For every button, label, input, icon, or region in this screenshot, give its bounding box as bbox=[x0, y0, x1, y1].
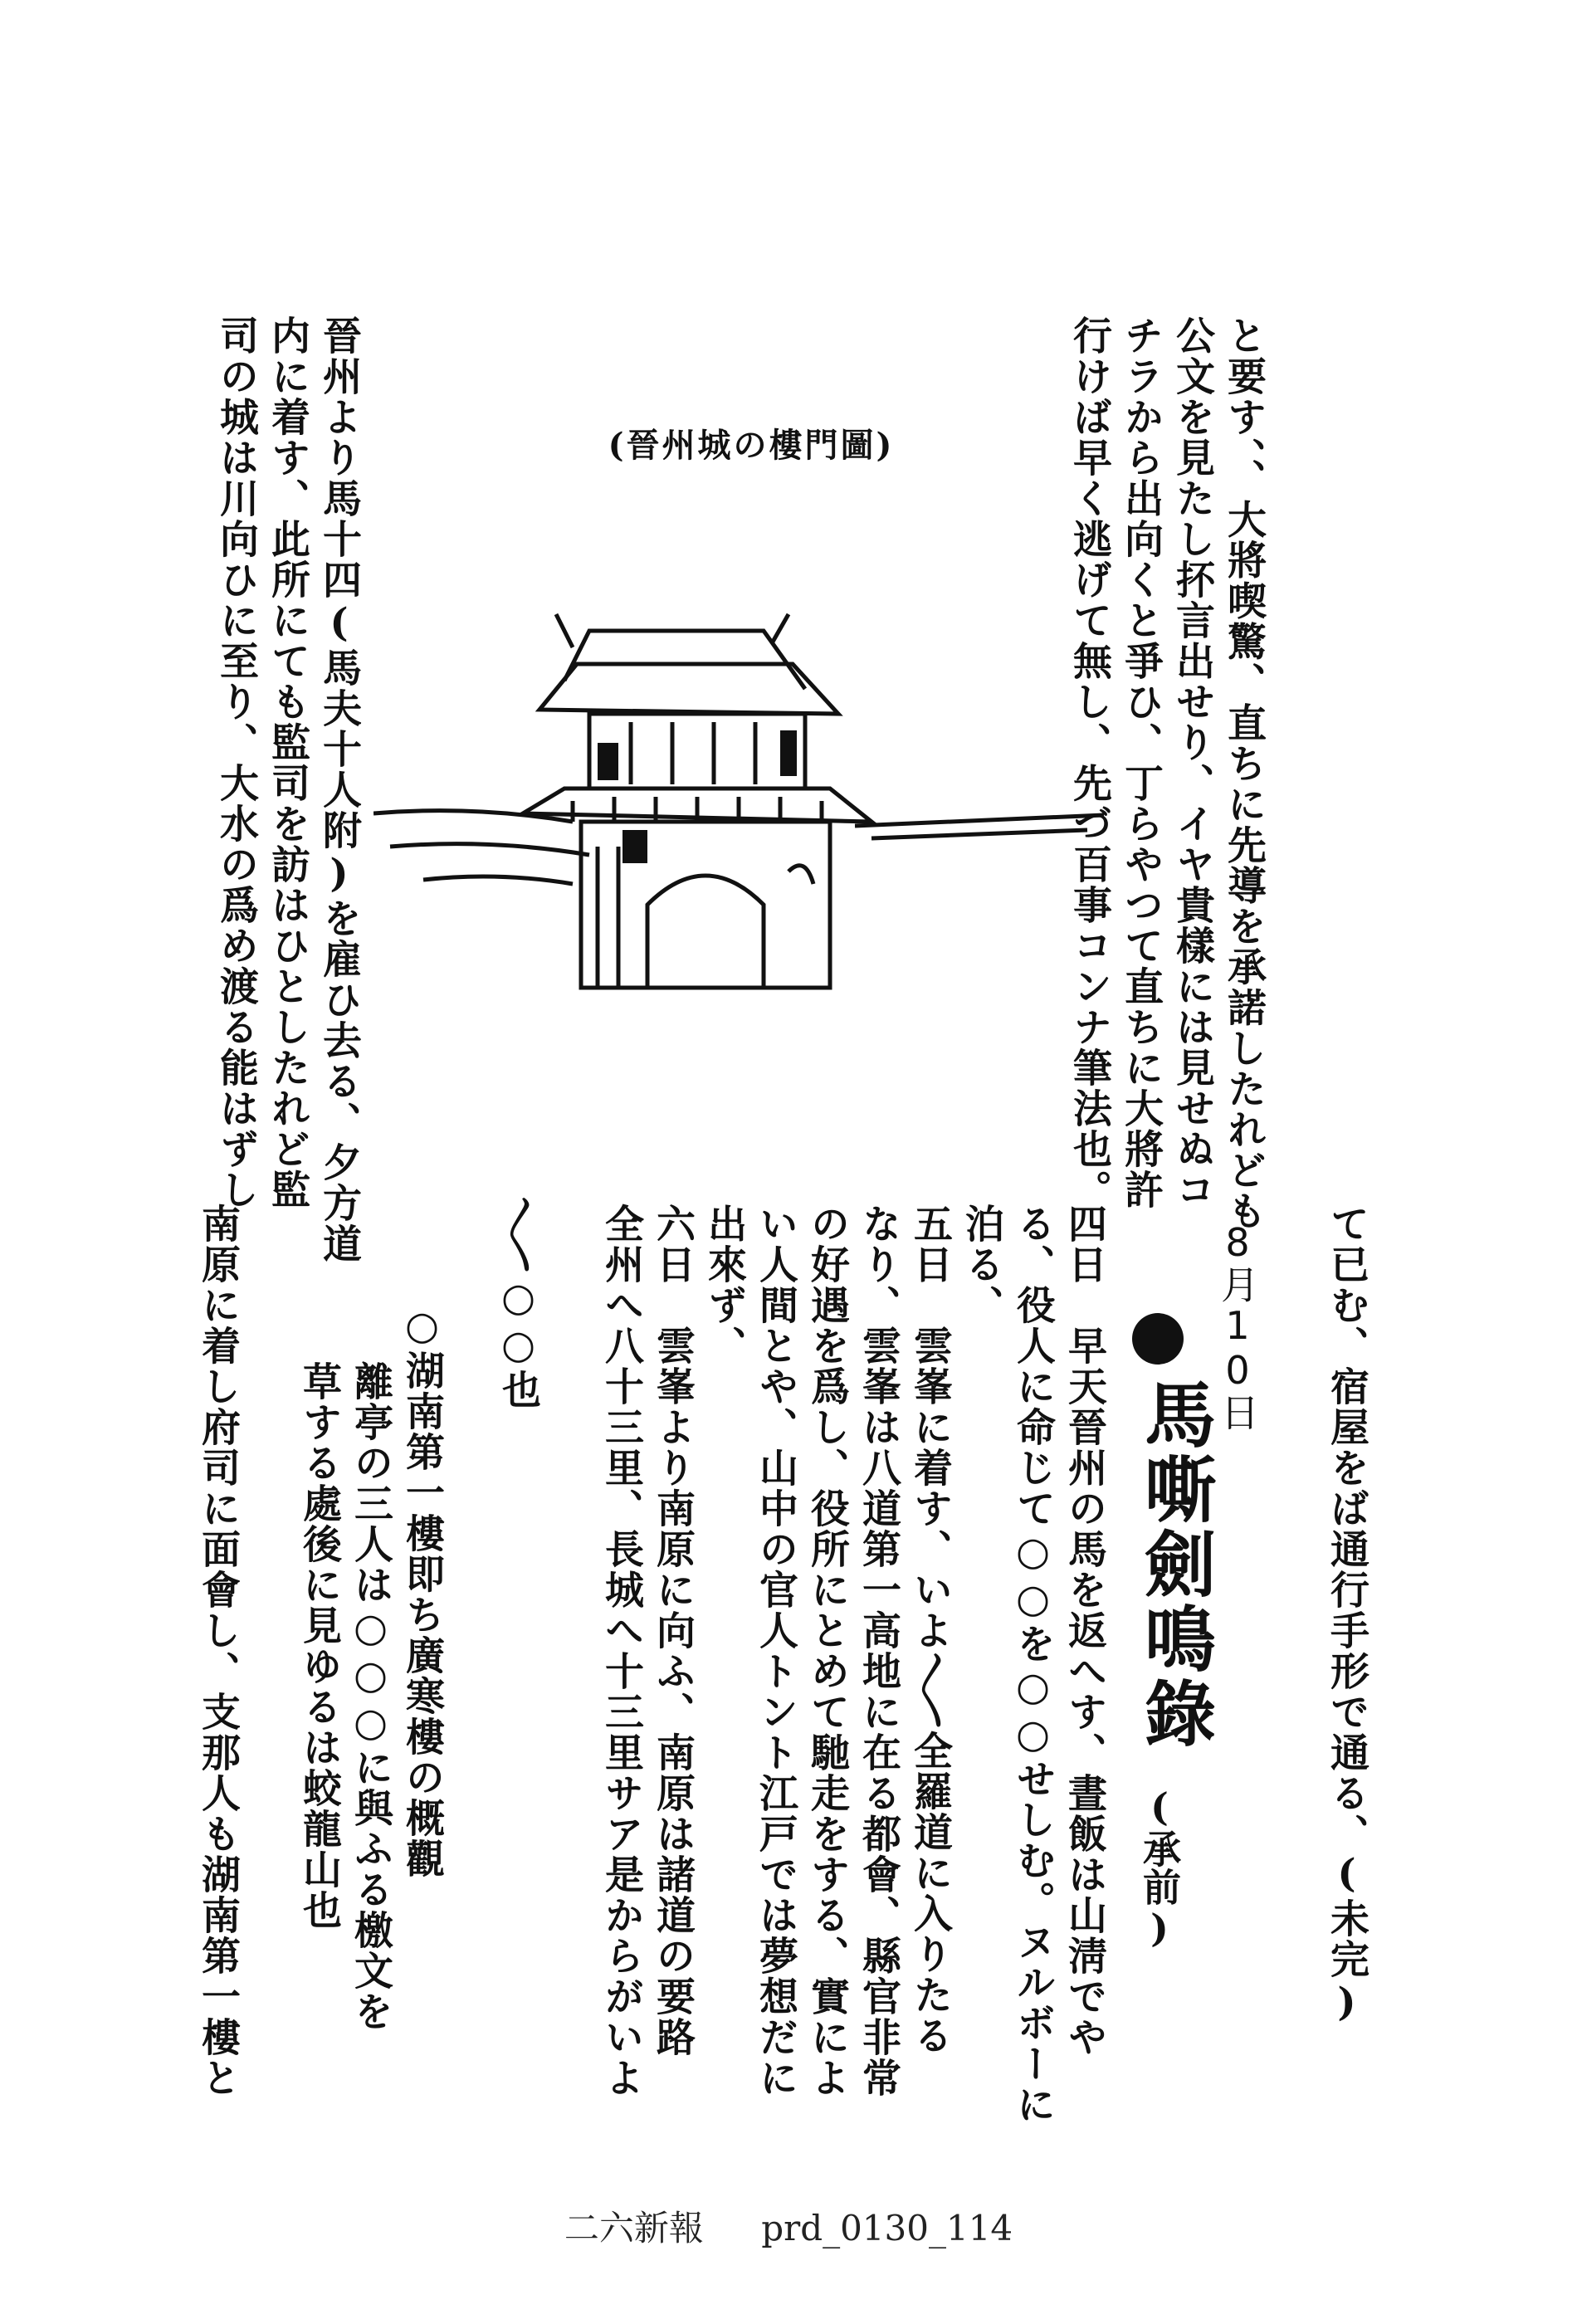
body-column-10: 全州へ八十三里、長城へ十三里サア是からがいよ bbox=[598, 1204, 644, 2098]
upper-right-column-2: 公文を見たし抔言出せり、イヤ貴樣には見せぬコ bbox=[1169, 315, 1215, 1210]
continuation-column: て已む、宿屋をば通行手形で通る、 bbox=[1324, 1204, 1370, 1854]
upper-right-column-3: チラから出向くと爭ひ、丁らやつて直ちに大將許 bbox=[1118, 315, 1164, 1210]
illustration-caption: (晉州城の樓門圖) bbox=[608, 426, 895, 465]
upper-right-column-1: と要す、、大將喫驚、直ちに先導を承諾したれども bbox=[1221, 315, 1267, 1232]
title-bullet-icon bbox=[1132, 1313, 1184, 1365]
body-column-2: る、役人に命じて○○を○○せしむ。ヌルボーに bbox=[1010, 1204, 1056, 2125]
body-column-1: 四日 早天晉州の馬を返へす、晝飯は山淸でや bbox=[1062, 1204, 1107, 2058]
upper-left-column-1: 晉州より馬十四(馬夫十人附)を雇ひ去る、夕方道 bbox=[316, 315, 362, 1264]
last-column: 南原に着し府司に面會し、支那人も湖南第一樓と bbox=[195, 1204, 241, 2098]
title-note: (承前) bbox=[1137, 1784, 1182, 1950]
body-column-11: 〳〵○○也 bbox=[496, 1195, 541, 1410]
page-footer bbox=[0, 2201, 1577, 2251]
unfinished-mark: (未完) bbox=[1324, 1851, 1370, 2027]
sub-heading: ○湖南第一樓即ち廣寒樓の概觀 bbox=[399, 1303, 445, 1879]
upper-left-column-2: 内に着す、此所にても監司を訪はひとしたれど監 bbox=[265, 315, 310, 1210]
body-column-8: 出來ず、 bbox=[701, 1204, 747, 1366]
body-column-5: なり、雲峯は八道第一高地に在る都會、縣官非常 bbox=[856, 1204, 901, 2098]
castle-gate-illustration bbox=[374, 598, 1120, 1013]
upper-left-column-3: 司の城は川向ひに至り、大水の爲め渡る能はずし bbox=[213, 315, 259, 1210]
body-column-4: 五日 雲峯に着す、いよ〳〵全羅道に入りたる bbox=[907, 1204, 953, 2056]
article-title: 馬嘶劍鳴錄 bbox=[1132, 1378, 1216, 1751]
sub-line-1: 離亭の三人は○○○に與ふる檄文を bbox=[348, 1361, 393, 2032]
body-column-6: の好遇を爲し、役所にとめて馳走をする、實によ bbox=[804, 1204, 850, 2098]
article-date: 8月10日 bbox=[1215, 1220, 1260, 1431]
body-column-3: 泊る、 bbox=[959, 1204, 1004, 1326]
body-column-9: 六日 雲峯より南原に向ふ、南原は諸道の要路 bbox=[650, 1204, 696, 2058]
page-code: prd_0130_114 bbox=[761, 2208, 1013, 2248]
body-column-7: い人間とや、山中の官人トント江戸では夢想だに bbox=[753, 1204, 798, 2098]
sub-line-2: 草する處後に見ゆるは蛟龍山也 bbox=[296, 1361, 342, 1931]
publication-name: 二六新報 bbox=[564, 2208, 704, 2248]
upper-right-column-4: 行けば早く逃げて無し、先づ百事コンナ筆法也。 bbox=[1067, 315, 1112, 1210]
